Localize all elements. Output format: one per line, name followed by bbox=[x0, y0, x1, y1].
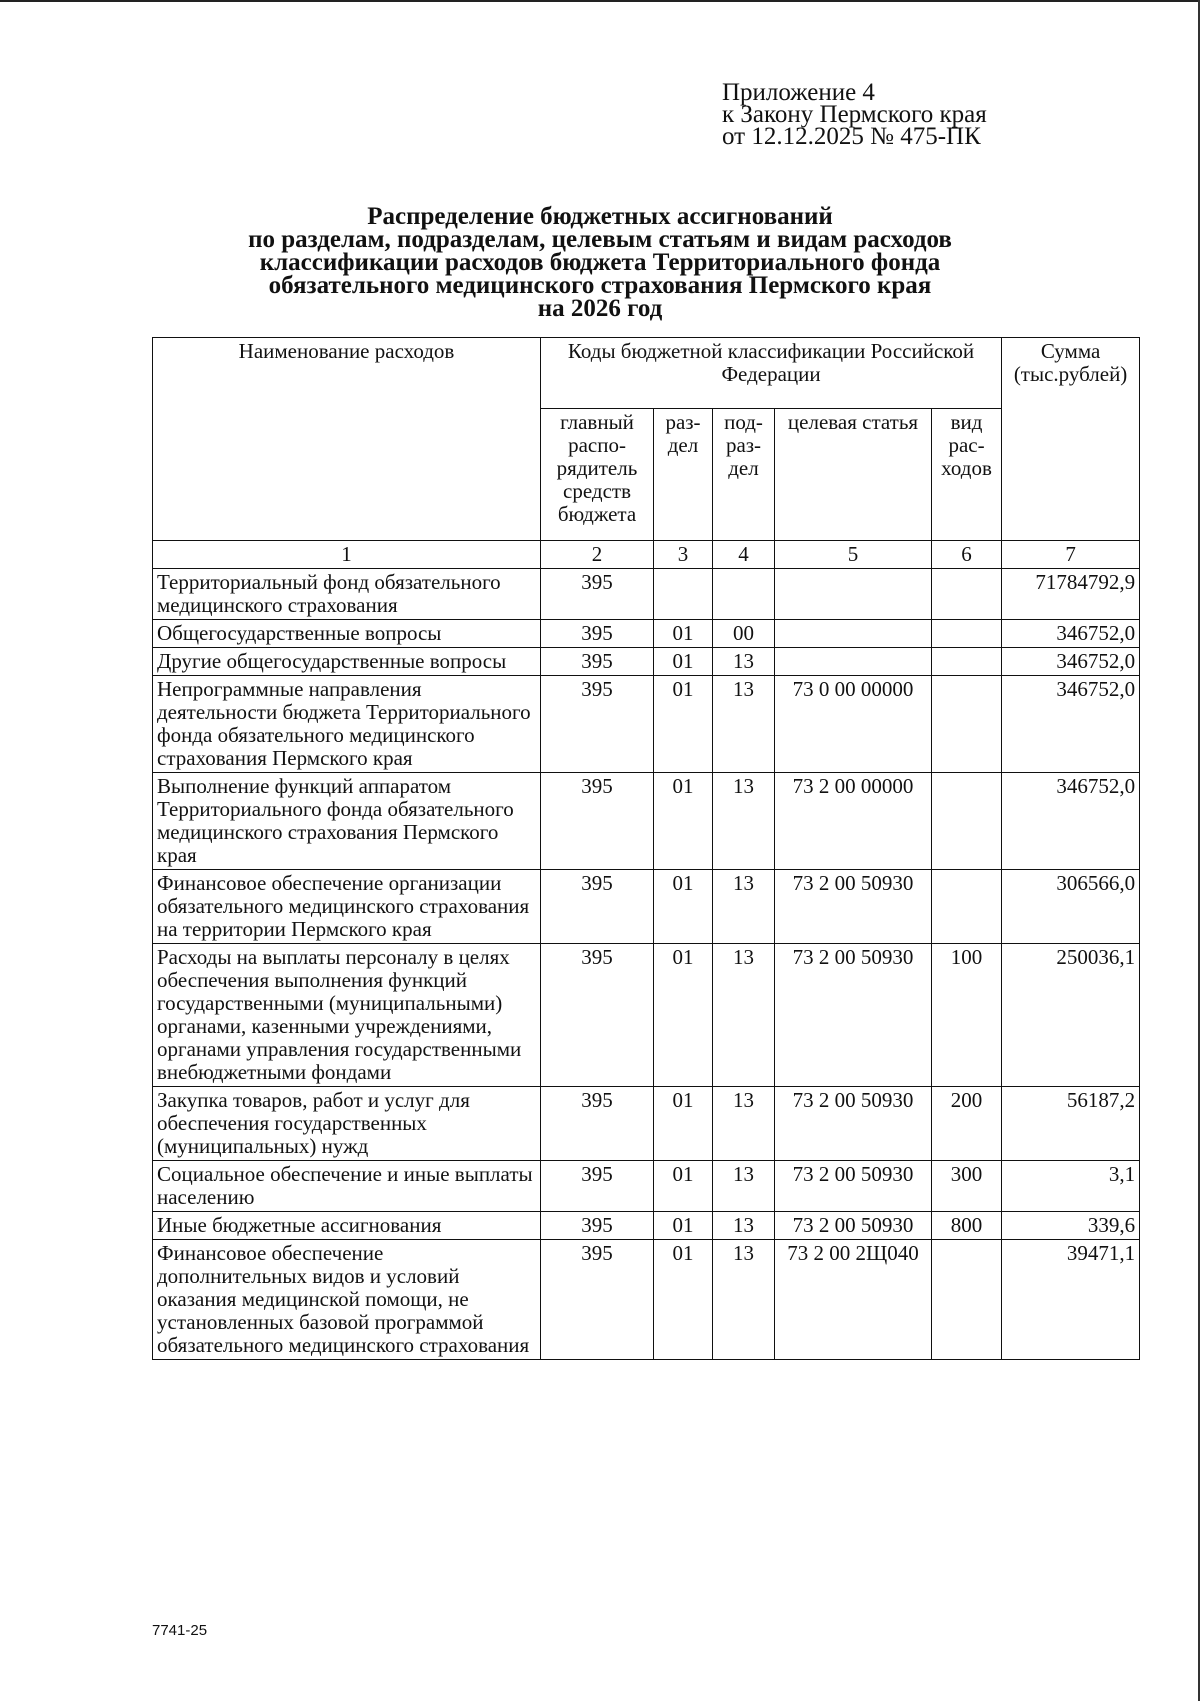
document-number: 7741-25 bbox=[152, 1622, 208, 1639]
expense-name: Другие общегосударственные вопросы bbox=[153, 648, 541, 676]
admin-code: 395 bbox=[541, 569, 654, 620]
admin-code: 395 bbox=[541, 870, 654, 944]
table-row bbox=[153, 620, 1140, 648]
col-number: 7 bbox=[1002, 541, 1140, 569]
amount-value: 346752,0 bbox=[1002, 773, 1140, 870]
section-code: 01 bbox=[654, 1240, 713, 1360]
target-code: 73 0 00 00000 bbox=[775, 676, 932, 773]
header-target: целевая статья bbox=[775, 409, 932, 541]
table-row bbox=[153, 1161, 1140, 1212]
col-number: 2 bbox=[541, 541, 654, 569]
expense-name: Финансовое обеспечение дополнительных видов и условий оказания медицинской помощи, не установленных базовой программой обязательного медицинского страхования bbox=[153, 1240, 541, 1360]
target-code: 73 2 00 50930 bbox=[775, 944, 932, 1087]
appendix-line-3: от 12.12.2025 № 475-ПК bbox=[722, 123, 981, 150]
title-line-5: на 2026 год bbox=[537, 295, 663, 322]
admin-code: 395 bbox=[541, 1087, 654, 1161]
target-code: 73 2 00 50930 bbox=[775, 1212, 932, 1240]
expense-type-code: 200 bbox=[932, 1087, 1002, 1161]
col-number: 4 bbox=[713, 541, 775, 569]
appendix-line-1: Приложение 4 bbox=[722, 79, 875, 106]
subsection-code: 13 bbox=[713, 944, 775, 1087]
subsection-code: 13 bbox=[713, 676, 775, 773]
target-code: 73 2 00 50930 bbox=[775, 1087, 932, 1161]
expense-name: Социальное обеспечение и иные выплаты населению bbox=[153, 1161, 541, 1212]
title-line-2: по разделам, подразделам, целевым статьям и видам расходов bbox=[248, 226, 952, 253]
table-row bbox=[153, 676, 1140, 773]
section-code bbox=[654, 569, 713, 620]
section-code: 01 bbox=[654, 676, 713, 773]
expense-type-code: 100 bbox=[932, 944, 1002, 1087]
subsection-code: 13 bbox=[713, 773, 775, 870]
appendix-line-2: к Закону Пермского края bbox=[722, 101, 987, 128]
expense-name: Закупка товаров, работ и услуг для обеспечения государственных (муниципальных) нужд bbox=[153, 1087, 541, 1161]
target-code bbox=[775, 569, 932, 620]
expense-type-code bbox=[932, 870, 1002, 944]
amount-value: 71784792,9 bbox=[1002, 569, 1140, 620]
expense-type-code bbox=[932, 773, 1002, 870]
expense-type-code bbox=[932, 1240, 1002, 1360]
amount-value: 339,6 bbox=[1002, 1212, 1140, 1240]
table-row bbox=[153, 773, 1140, 870]
target-code bbox=[775, 648, 932, 676]
table-row bbox=[153, 1087, 1140, 1161]
header-admin: главный распо-рядитель средств бюджета bbox=[541, 409, 654, 541]
title-line-1: Распределение бюджетных ассигнований bbox=[367, 203, 833, 230]
amount-value: 3,1 bbox=[1002, 1161, 1140, 1212]
amount-value: 39471,1 bbox=[1002, 1240, 1140, 1360]
budget-table bbox=[152, 337, 1140, 1360]
header-subsection: под-раз-дел bbox=[713, 409, 775, 541]
subsection-code: 13 bbox=[713, 648, 775, 676]
section-code: 01 bbox=[654, 1212, 713, 1240]
admin-code: 395 bbox=[541, 648, 654, 676]
target-code: 73 2 00 00000 bbox=[775, 773, 932, 870]
col-number: 5 bbox=[775, 541, 932, 569]
expense-name: Непрограммные направления деятельности бюджета Территориального фонда обязательного медицинского страхования Пермского края bbox=[153, 676, 541, 773]
amount-value: 250036,1 bbox=[1002, 944, 1140, 1087]
table-row bbox=[153, 648, 1140, 676]
admin-code: 395 bbox=[541, 944, 654, 1087]
expense-name: Иные бюджетные ассигнования bbox=[153, 1212, 541, 1240]
col-number: 1 bbox=[153, 541, 541, 569]
appendix-note bbox=[722, 79, 987, 150]
section-code: 01 bbox=[654, 1161, 713, 1212]
table-row bbox=[153, 1240, 1140, 1360]
amount-value: 56187,2 bbox=[1002, 1087, 1140, 1161]
admin-code: 395 bbox=[541, 773, 654, 870]
subsection-code bbox=[713, 569, 775, 620]
expense-type-code bbox=[932, 648, 1002, 676]
title-line-4: обязательного медицинского страхования Пермского края bbox=[268, 272, 932, 299]
expense-name: Расходы на выплаты персоналу в целях обеспечения выполнения функций государственными (муниципальными) органами, казенными учреждениями, органами управления государственными внебюджетными фондами bbox=[153, 944, 541, 1087]
expense-type-code bbox=[932, 620, 1002, 648]
table-row bbox=[153, 944, 1140, 1087]
amount-value: 346752,0 bbox=[1002, 676, 1140, 773]
section-code: 01 bbox=[654, 1087, 713, 1161]
section-code: 01 bbox=[654, 773, 713, 870]
subsection-code: 13 bbox=[713, 1240, 775, 1360]
header-expense-type: вид рас-ходов bbox=[932, 409, 1002, 541]
title-line-3: классификации расходов бюджета Территориального фонда bbox=[259, 249, 941, 276]
expense-type-code bbox=[932, 676, 1002, 773]
section-code: 01 bbox=[654, 944, 713, 1087]
table-row bbox=[153, 1212, 1140, 1240]
col-number: 6 bbox=[932, 541, 1002, 569]
header-section: раз-дел bbox=[654, 409, 713, 541]
expense-type-code: 800 bbox=[932, 1212, 1002, 1240]
table-row bbox=[153, 569, 1140, 620]
target-code: 73 2 00 2Щ040 bbox=[775, 1240, 932, 1360]
expense-name: Выполнение функций аппаратом Территориального фонда обязательного медицинского страхования Пермского края bbox=[153, 773, 541, 870]
expense-type-code: 300 bbox=[932, 1161, 1002, 1212]
section-code: 01 bbox=[654, 870, 713, 944]
col-number: 3 bbox=[654, 541, 713, 569]
amount-value: 346752,0 bbox=[1002, 620, 1140, 648]
target-code: 73 2 00 50930 bbox=[775, 1161, 932, 1212]
header-amount: Сумма (тыс.рублей) bbox=[1002, 338, 1140, 541]
section-code: 01 bbox=[654, 648, 713, 676]
expense-name: Финансовое обеспечение организации обязательного медицинского страхования на территории Пермского края bbox=[153, 870, 541, 944]
subsection-code: 13 bbox=[713, 870, 775, 944]
subsection-code: 13 bbox=[713, 1212, 775, 1240]
document-title bbox=[150, 205, 1050, 320]
expense-name: Территориальный фонд обязательного медицинского страхования bbox=[153, 569, 541, 620]
expense-name: Общегосударственные вопросы bbox=[153, 620, 541, 648]
amount-value: 306566,0 bbox=[1002, 870, 1140, 944]
header-name: Наименование расходов bbox=[153, 338, 541, 541]
subsection-code: 00 bbox=[713, 620, 775, 648]
target-code bbox=[775, 620, 932, 648]
section-code: 01 bbox=[654, 620, 713, 648]
subsection-code: 13 bbox=[713, 1161, 775, 1212]
admin-code: 395 bbox=[541, 676, 654, 773]
column-number-row bbox=[153, 541, 1140, 569]
amount-value: 346752,0 bbox=[1002, 648, 1140, 676]
scan-edge-top bbox=[0, 0, 1200, 2]
admin-code: 395 bbox=[541, 1212, 654, 1240]
admin-code: 395 bbox=[541, 1240, 654, 1360]
header-codes: Коды бюджетной классификации Российской Федерации bbox=[541, 338, 1002, 409]
admin-code: 395 bbox=[541, 1161, 654, 1212]
expense-type-code bbox=[932, 569, 1002, 620]
table-row bbox=[153, 870, 1140, 944]
subsection-code: 13 bbox=[713, 1087, 775, 1161]
admin-code: 395 bbox=[541, 620, 654, 648]
target-code: 73 2 00 50930 bbox=[775, 870, 932, 944]
